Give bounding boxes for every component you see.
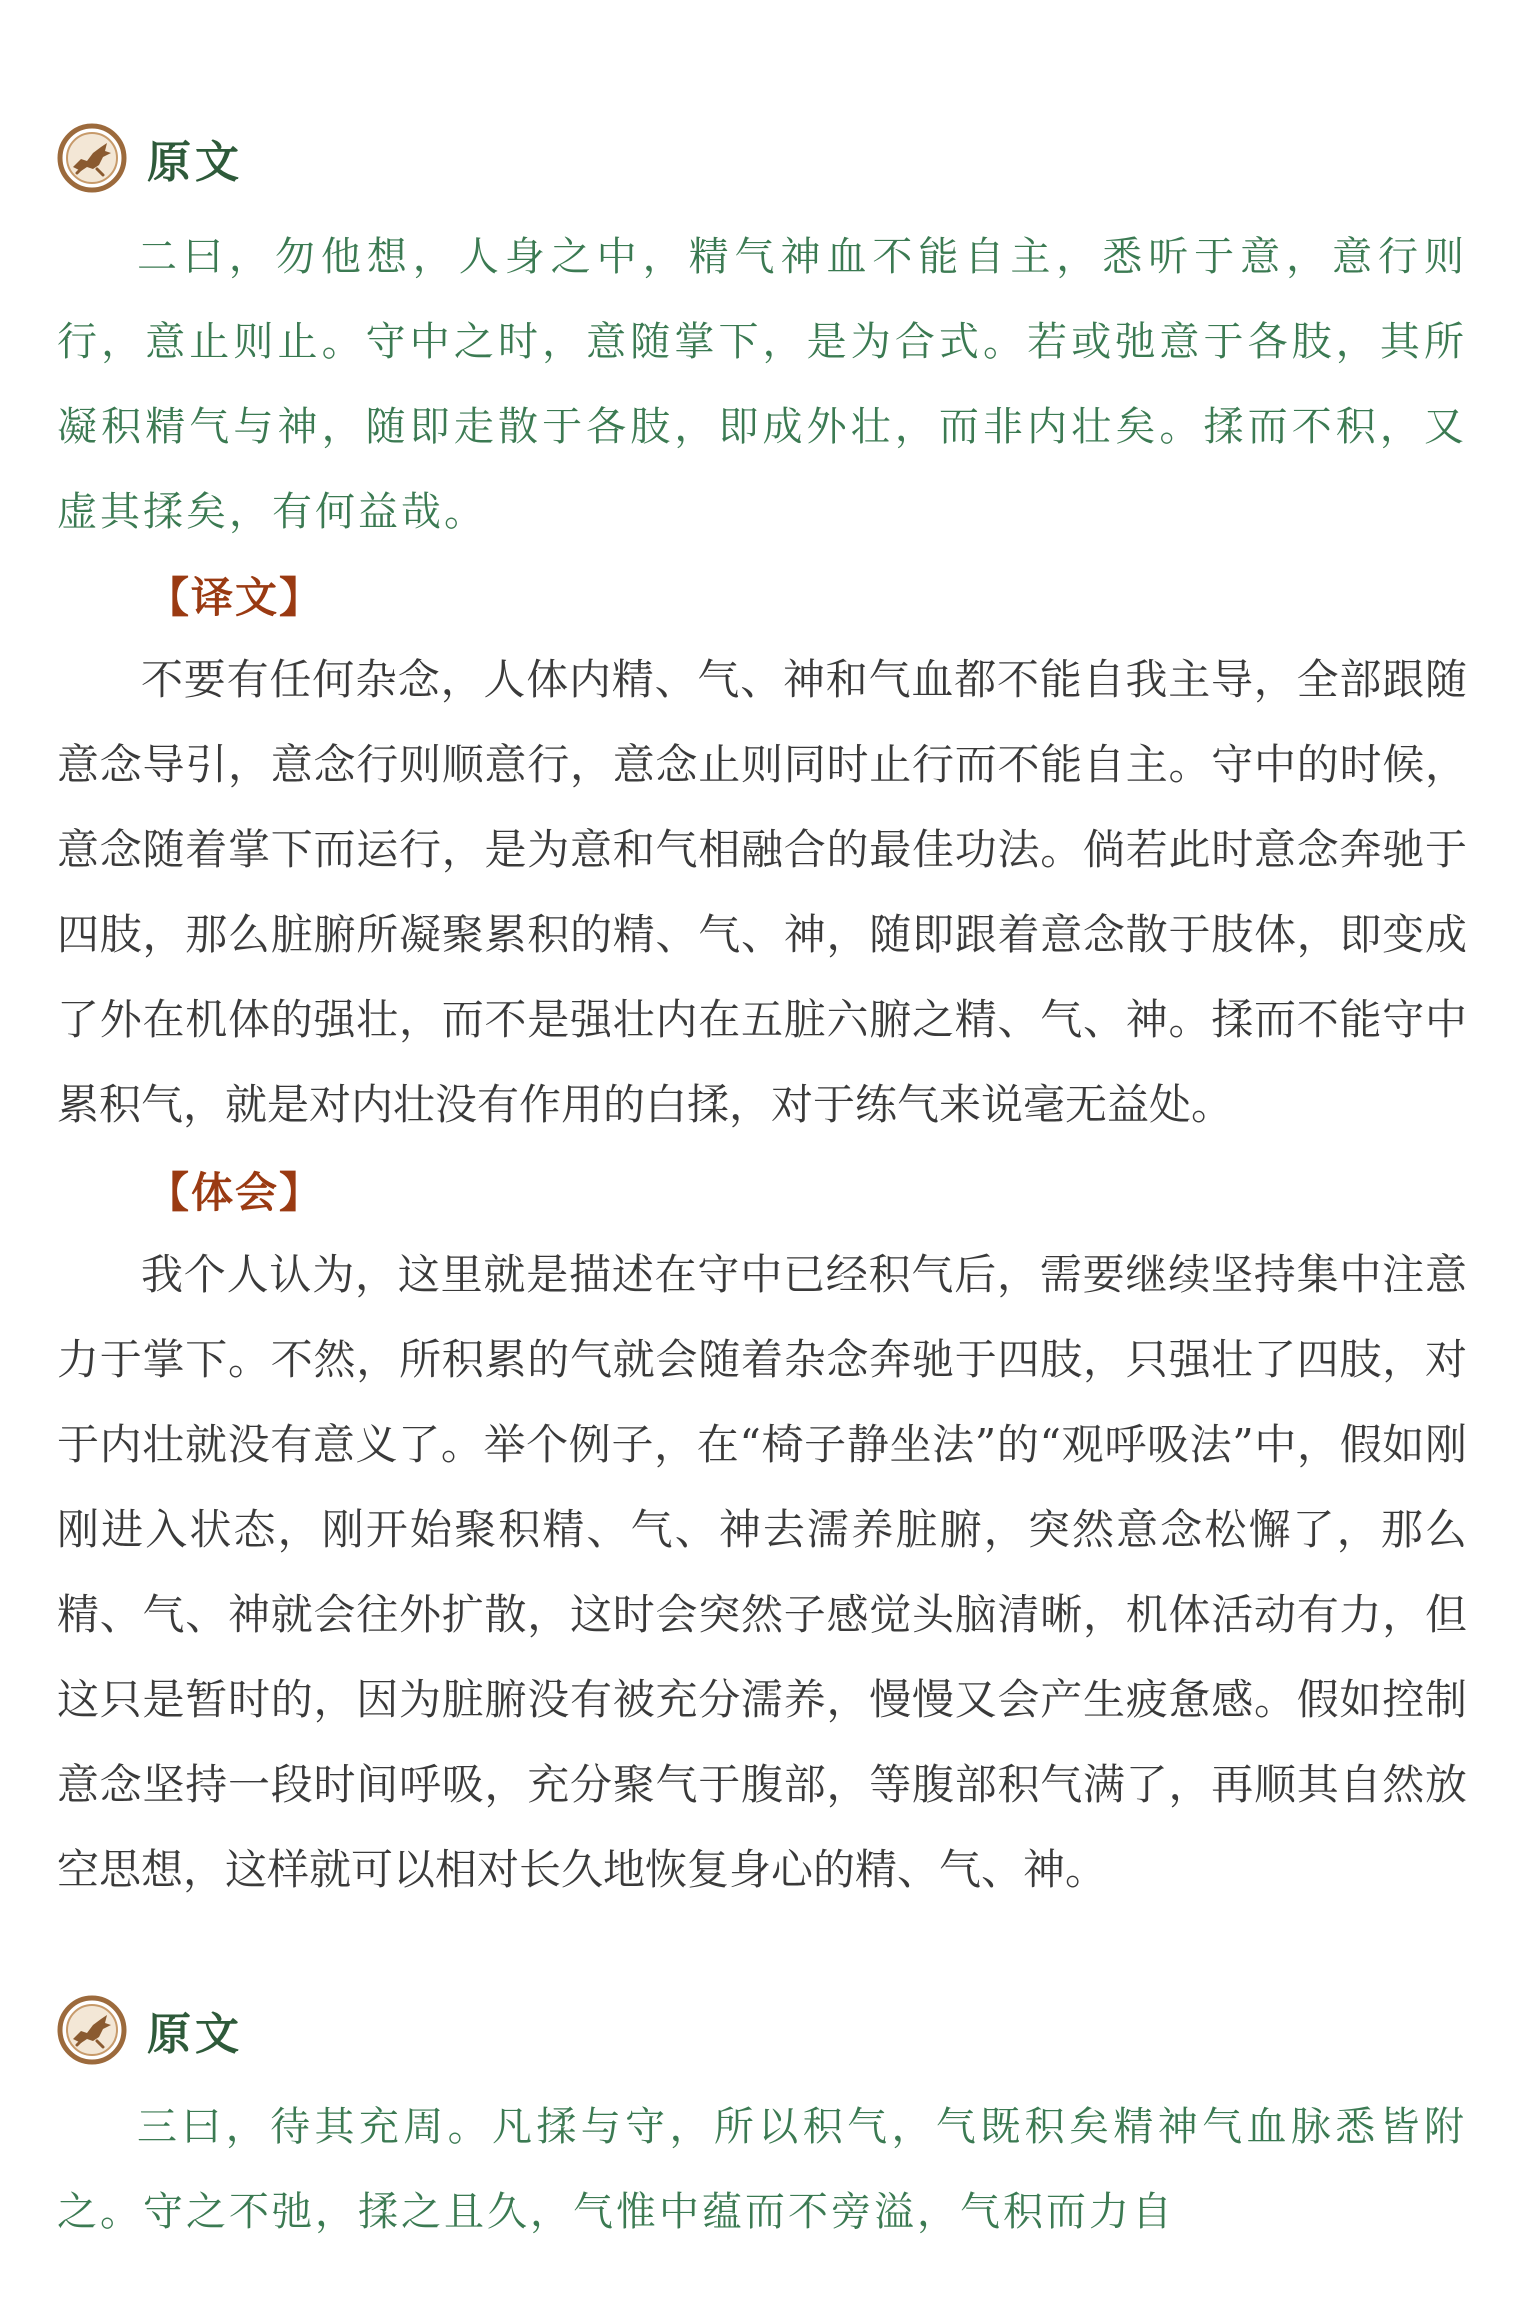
horse-seal-icon	[57, 123, 127, 193]
translation-text: 不要有任何杂念，人体内精、气、神和气血都不能自我主导，全部跟随意念导引，意念行则顺意行，意念止则同时止行而不能自主。守中的时候，意念随着掌下而运行，是为意和气相融合的最佳功法。倘若此时意念奔驰于四肢，那么脏腑所凝聚累积的精、气、神，随即跟着意念散于肢体，即变成了外在机体的强壮，而不是强壮内在五脏六腑之精、气、神。揉而不能守中累积气，就是对内壮没有作用的白揉，对于练气来说毫无益处。	[57, 655, 1467, 1129]
section-header	[57, 1990, 243, 2070]
section-title: 原文	[147, 2009, 243, 2060]
section-header	[57, 118, 243, 198]
experience-heading: 【体会】	[147, 1168, 324, 1217]
section-title: 原文	[147, 137, 243, 188]
experience-text: 我个人认为，这里就是描述在守中已经积气后，需要继续坚持集中注意力于掌下。不然，所积累的气就会随着杂念奔驰于四肢，只强壮了四肢，对于内壮就没有意义了。举个例子，在“椅子静坐法”的“观呼吸法”中，假如刚刚进入状态，刚开始聚积精、气、神去濡养脏腑，突然意念松懈了，那么精、气、神就会往外扩散，这时会突然子感觉头脑清晰，机体活动有力，但这只是暂时的，因为脏腑没有被充分濡养，慢慢又会产生疲惫感。假如控制意念坚持一段时间呼吸，充分聚气于腹部，等腹部积气满了，再顺其自然放空思想，这样就可以相对长久地恢复身心的精、气、神。	[57, 1250, 1467, 1894]
translation-heading: 【译文】	[147, 573, 324, 622]
horse-seal-icon	[57, 1995, 127, 2065]
original-text: 二曰，勿他想，人身之中，精气神血不能自主，悉听于意，意行则行，意止则止。守中之时，意随掌下，是为合式。若或弛意于各肢，其所凝积精气与神，随即走散于各肢，即成外壮，而非内壮矣。揉而不积，又虚其揉矣，有何益哉。	[57, 234, 1467, 535]
original-text: 三曰，待其充周。凡揉与守，所以积气，气既积矣精神气血脉悉皆附之。守之不弛，揉之且久，气惟中蕴而不旁溢，气积而力自	[57, 2104, 1467, 2235]
